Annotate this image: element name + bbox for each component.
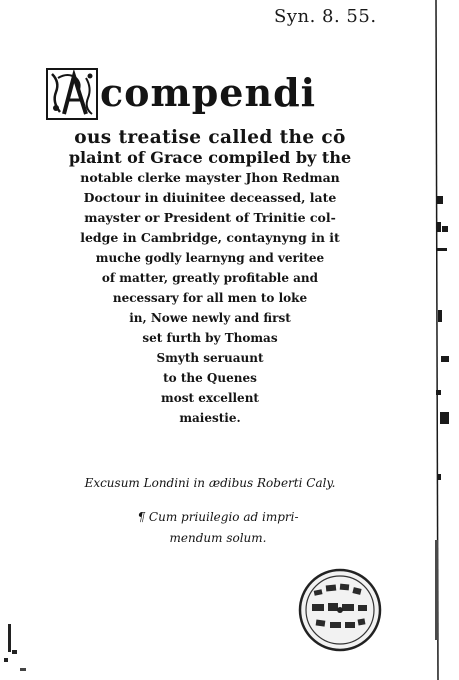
title-line: plaint of Grace compiled by the: [68, 148, 352, 167]
title-line: of matter, greatly profitable and: [101, 271, 319, 285]
shelfmark-annotation: Syn. 8. 55.: [274, 6, 377, 27]
privilege-line-2: mendum solum.: [169, 531, 267, 545]
title-line: mayster or President of Trinitie col-: [84, 210, 336, 225]
title-line: most excellent: [161, 391, 259, 405]
title-line: ous treatise called the cō: [74, 127, 346, 148]
title-block: [30, 68, 390, 428]
title-line: notable clerke mayster Jhon Redman: [80, 170, 340, 185]
library-stamp-seal: [298, 568, 382, 652]
title-line: to the Quenes: [163, 371, 257, 385]
title-line: in, Nowe newly and first: [129, 311, 291, 325]
imprint-line: Excusum Londini in ædibus Roberti Caly.: [84, 476, 336, 490]
title-line: necessary for all men to loke: [112, 291, 308, 305]
title-line: Doctour in diuinitee deceassed, late: [83, 190, 337, 205]
title-line: set furth by Thomas: [142, 331, 278, 345]
privilege-line-1: ¶ Cum priuilegio ad impri-: [137, 510, 299, 524]
decorated-initial-a: [46, 68, 98, 120]
title-line: ledge in Cambridge, contaynyng in it: [80, 230, 340, 245]
margin-ink-marks: [0, 620, 30, 680]
title-first-line: [30, 68, 390, 126]
title-line: Smyth seruaunt: [156, 351, 264, 365]
title-line: maiestie.: [179, 411, 241, 425]
title-first-line-text: compendi: [100, 70, 317, 115]
privilege-notice: [108, 507, 328, 549]
facing-page-gutter: [432, 0, 459, 680]
title-line: muche godly learnyng and veritee: [95, 251, 325, 265]
